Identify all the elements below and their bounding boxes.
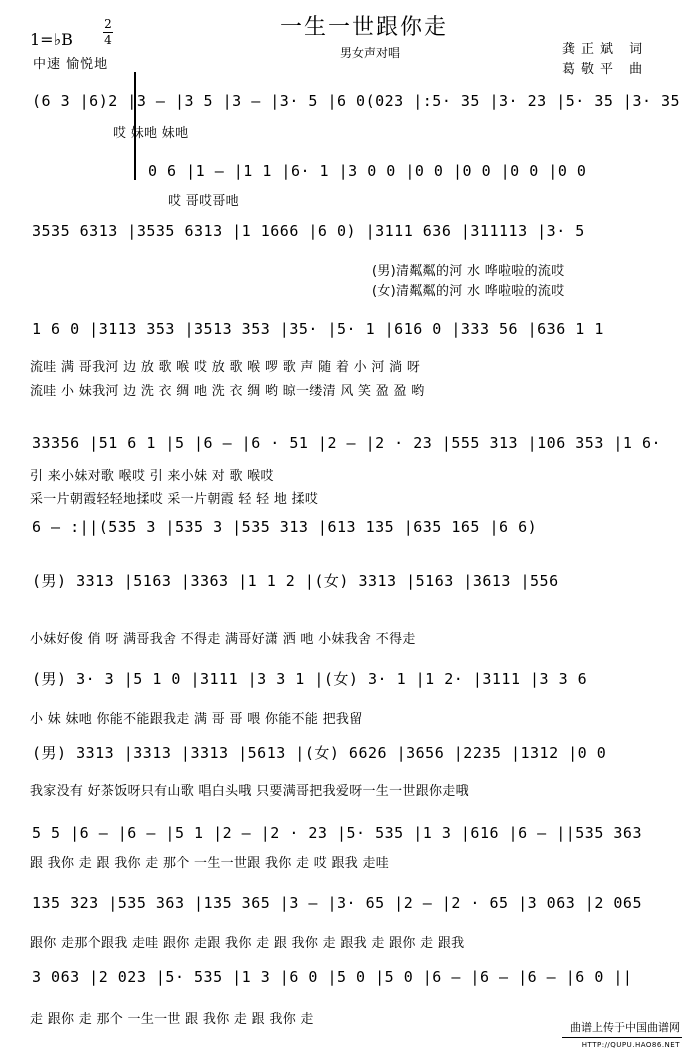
- time-signature: [103, 18, 113, 47]
- lyrics-row-12: 走 跟你 走 那个 一生一世 跟 我你 走 跟 我你 走: [30, 1012, 314, 1027]
- notation-row-2: 0 6 |1 — |1 1 |6· 1 |3 0 0 |0 0 |0 0 |0 0 |0 0: [148, 162, 587, 180]
- lyrics-row-8: 小 妹 妹吔 你能不能跟我走 满 哥 哥 喂 你能不能 把我留: [30, 712, 363, 727]
- notation-row-3: 3535 6313 |3535 6313 |1 1666 |6 0) |3111 636 |311113 |3· 5: [32, 222, 585, 240]
- notation-row-11: 135 323 |535 363 |135 365 |3 — |3· 65 |2 — |2 · 65 |3 063 |2 065: [32, 894, 642, 912]
- lyrics-row-7: 小妹好俊 俏 呀 满哥我舍 不得走 满哥好潇 洒 吔 小妹我舍 不得走: [30, 632, 416, 647]
- tempo-marking: 中速 愉悦地: [33, 57, 109, 72]
- notation-row-9: (男) 3313 |3313 |3313 |5613 |(女) 6626 |3656 |2235 |1312 |0 0: [32, 744, 607, 762]
- lyrics-row-4-female: 流哇 小 妹我河 边 洗 衣 绸 吔 洗 衣 绸 哟 晾一缕清 风 笑 盈 盈 哟: [30, 384, 425, 399]
- lyrics-row-4-male: 流哇 满 哥我河 边 放 歌 喉 哎 放 歌 喉 啰 歌 声 随 着 小 河 淌 呀: [30, 360, 421, 375]
- lyrics-row-1: 哎 妹吔 妹吔: [113, 126, 189, 141]
- composer-credit: 葛敬平 曲: [562, 62, 649, 77]
- lyrics-row-11: 跟你 走那个跟我 走哇 跟你 走跟 我你 走 跟 我你 走 跟我 走 跟你 走 跟我: [30, 936, 465, 951]
- notation-row-12: 3 063 |2 023 |5· 535 |1 3 |6 0 |5 0 |5 0 |6 — |6 — |6 — |6 0 ||: [32, 968, 633, 986]
- notation-row-10: 5 5 |6 — |6 — |5 1 |2 — |2 · 23 |5· 535 |1 3 |616 |6 — ||535 363: [32, 824, 642, 842]
- lyrics-row-5-male: 引 来小妹对歌 喉哎 引 来小妹 对 歌 喉哎: [30, 469, 274, 484]
- notation-row-5: 33356 |51 6 1 |5 |6 — |6 · 51 |2 — |2 · 23 |555 313 |106 353 |1 6·: [32, 434, 662, 452]
- lyrics-row-3-female: (女)清粼粼的河 水 哗啦啦的流哎: [372, 284, 565, 299]
- notation-row-4: 1 6 0 |3113 353 |3513 353 |35· |5· 1 |616 0 |333 56 |636 1 1: [32, 320, 604, 338]
- notation-row-8: (男) 3· 3 |5 1 0 |3111 |3 3 1 |(女) 3· 1 |1 2· |3111 |3 3 6: [32, 670, 588, 688]
- song-subtitle: 男女声对唱: [340, 46, 401, 60]
- lyrics-row-2: 哎 哥哎哥吔: [168, 194, 239, 209]
- source-url: HTTP://QUPU.HAO86.NET: [581, 1041, 680, 1049]
- lyrics-row-3-male: (男)清粼粼的河 水 哗啦啦的流哎: [372, 264, 565, 279]
- lyricist-credit: 龚正斌 词: [562, 42, 649, 57]
- time-bottom: 4: [104, 33, 112, 47]
- notation-row-1: (6 3 |6)2 |3 — |3 5 |3 — |3· 5 |6 0(023 |:5· 35 |3· 23 |5· 35 |3· 35: [32, 92, 681, 110]
- time-top: 2: [104, 17, 112, 31]
- lyrics-row-10: 跟 我你 走 跟 我你 走 那个 一生一世跟 我你 走 哎 跟我 走哇: [30, 856, 390, 871]
- lyrics-row-9: 我家没有 好茶饭呀只有山歌 唱白头哦 只要满哥把我爱呀一生一世跟你走哦: [30, 784, 469, 799]
- song-title: 一生一世跟你走: [280, 15, 449, 40]
- source-watermark: 曲谱上传于中国曲谱网: [570, 1021, 680, 1034]
- lyrics-row-5-female: 采一片朝霞轻轻地揉哎 采一片朝霞 轻 轻 地 揉哎: [30, 492, 319, 507]
- key-signature: 1=♭B: [30, 30, 73, 49]
- notation-row-7: (男) 3313 |5163 |3363 |1 1 2 |(女) 3313 |5163 |3613 |556: [32, 572, 559, 590]
- notation-row-6: 6 — :||(535 3 |535 3 |535 313 |613 135 |635 165 |6 6): [32, 518, 538, 536]
- watermark-underline: [562, 1037, 682, 1038]
